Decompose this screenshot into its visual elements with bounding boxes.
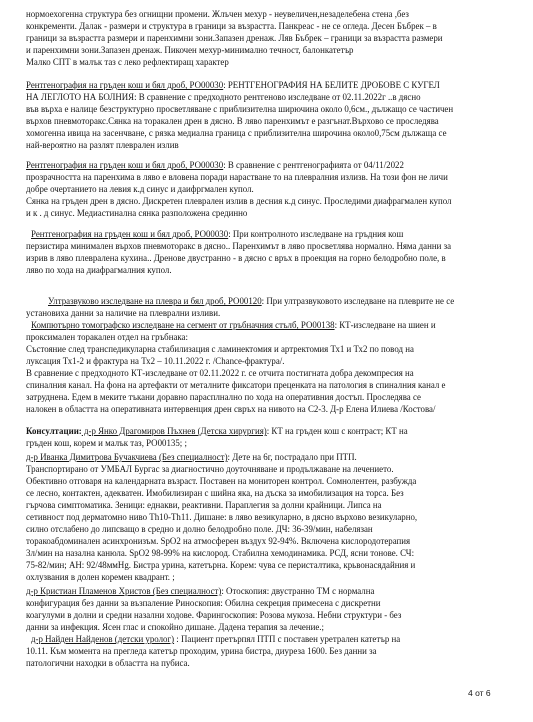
text-line: хомогенна ивица на засенчване, с рязка медиална граница с приблизителна широчина около0,75см дължаща се [26,128,447,138]
text-line: Състояние след транспедикуларна стабилизация с ламинектомия и артректомия Тх1 и Тх2 по повод на [26,344,414,354]
text-line: перзистира минимален върхов пневмоторакс в дясно.. Паренхимът в ляво просветлява нормално. Няма данни за [26,241,452,251]
section-heading-line: Ултразвуково изследване на плевра и бял дроб, РО00120: При ултразвуковото изследване на плеврите не се [48,296,455,306]
text-line: 75-82/мин; АН: 92/48ммHg. Бистра урина, катетърна. Корем: чува се перисталтика, крьвонасядайния и [26,560,416,570]
text-line: сетивност под дерматомно ниво Тh10-Th11. Дишане: в ляво везикуларно, в дясно върхово везикуларно, [26,512,418,522]
section-heading-line: Рентгенография на гръден кош и бял дроб, РО00030: При контролното изследване на гръдния кош [31,229,404,239]
text-line: гръден кош, корем и малък таз, РО00135; ; [26,438,187,448]
text-line: охлузвания в долен коремен квадрант. ; [26,572,175,582]
underlined-heading: Рентгенография на гръден кош и бял дроб, РО00030 [31,229,229,239]
text-line: най-вероятно на разлят плеврален излив [26,140,179,150]
text-line: 10.11. Към момента на прегледа катетър проходим, урина бистра, диуреза 1600. Без данни за [26,646,377,656]
text-line: НА ЛЕГЛОТО НА БОЛНИЯ: В сравнение с предходното рентгеново изследване от 02.11.2022г ..в дясно [26,92,421,102]
text-line: данни за инфекция. Ясен глас и спокойно дишане. Дадена терапия за лечение.; [26,622,324,632]
text-line: и к . д синус. Медиастинална сянка разположена срединно [26,208,248,218]
page-number: 4 от 6 [468,688,491,698]
text-line: се лесно, контактен, адекватен. Имобилизиран с шийна яка, на дъска за имобилизация на торса. Без [26,488,404,498]
text-line: Малко СПТ в малък таз с леко рефлектиращ характер [26,57,229,67]
consultations-label: Консултации: [26,426,82,436]
section-heading-line: Компютърно томографско изследване на сегмент от гръбначния стълб, РО00138: КТ-изследване на шиен и [31,320,436,330]
underlined-heading: Компютърно томографско изследване на сегмент от гръбначния стълб, РО00138 [31,320,335,330]
consultant-line: д-р Найден Найденов (детски уролог) : Пациент претърпял ПТП с поставен уретрален катетър на [31,634,401,644]
text-line: изрив в ляво плевралена кухина.. Дренове двустранно - в дясно с връх в проекция на горно белодробно поле, в [26,253,446,263]
text-line: и паренхимни зони.Запазен дренаж. Пикочен мехур-минимално течност, балонкатетър [26,45,354,55]
text-line: Транспортирано от УМБАЛ Бургас за диагностично доуточняване и продължаване на лечението. [26,464,394,474]
text-line: Обективно отговаря на календарната възраст. Поставен на мониторен контрол. Сомнолентен, разбужда [26,476,417,486]
text-line: 3л/мин на назална канюла. SpO2 98-99% на кислород. Стабилна хемодинамика. РСД, ясни тонове. СЧ: [26,548,415,558]
text-line: прозрачността на паренхима в ляво е вловена поради нарастване то на плевралния излизв. На този фон не личи [26,172,448,182]
text-line: граници за възрастта размери и паренхимни зони.Запазен дренаж. Ляв Бъбрек – граници за възрастта размери [26,33,443,43]
text-line: конфигурация без данни за възпаление Риноскопия: Обилна секреция примесена с дискретни [26,598,381,608]
section-heading-line: Рентгенография на гръден кош и бял дроб, РО00030: В сравнение с рентгенографията от 04/11/2022 [26,160,404,170]
text-line: гърчова симптоматика. Зеници: еднакви, реактивни. Параплегия за долни крайници. Липса на [26,500,382,510]
text-line: затруднена. Едем в меките тъкани доравно парасплнално по хода на оперативния достъп. Проследява се [26,392,421,402]
text-line: силно отслабено до липсващо в средно и долно белодробно поле. ДЧ: 36-39/мин, набелязан [26,524,373,534]
text-line: конкременти. Далак - размери и структура в граници за възрастта. Панкреас - не се огледа. Десен Бъбрек – в [26,21,437,31]
text-line: нормоехогенна структура без огнищни промени. Жлъчен мехур - неувеличен,незаделебена стена ,без [26,9,409,19]
underlined-heading: д-р Найден Найденов (детски уролог) [31,634,175,644]
consultant-line: д-р Иванка Димитрова Бучакчиева (Без специалност): Дете на 6г, пострадало при ПТП. [26,452,357,462]
text-line: проксимален торакален отдел на гръбнака: [26,332,188,342]
text-line: В сравнение с предходното КТ-изследване от 02.11.2022 г. се отчита постигната добра декомпресия на [26,368,414,378]
text-line: ляво по хода на диафрагмалния купол. [26,265,172,275]
underlined-heading: д-р Иванка Димитрова Бучакчиева (Без специалност) [26,452,228,462]
text-line: върхов пневмоторакс.Сянка на торакален дрен в дясно. В ляво паренхимът е разгънат.Върхово се проследява [26,116,439,126]
consultations-heading-line [26,426,509,436]
text-line: добре очертанието на левия к.д синус и даифргмален купол. [26,184,254,194]
text-line: Сянка на гръден дрен в дясно. Дискретен плеврален излив в десния к.д синус. Проследими диафрагмален купол [26,196,452,206]
text-line: във върха е налице безструктурно просветляване с приблизителна ширючина около 0,6см., дължащо се частичен [26,104,454,114]
text-line: спиналния канал. На фона на артефакти от металните фиксатори преценката на патология в спиналния канал е [26,380,446,390]
consultation-text: : КТ на гръден кош с контраст; КТ на [266,426,408,436]
text-line: коагулуми в долни и средни назални ходове. Фарингоскопия: Розова мукоза. Небни структури - без [26,610,402,620]
text-line: установиха данни за наличие на плеврални изливи. [26,308,221,318]
consultant-line: д-р Кристиан Пламенов Христов (Без специалност): Отоскопия: двустранно ТМ с нормална [26,586,375,596]
underlined-heading: Ултразвуково изследване на плевра и бял дроб, РО00120 [48,296,262,306]
underlined-heading: д-р Янко Драгомиров Пъхнев (Детска хирургия) [81,426,267,436]
underlined-heading: Рентгенография на гръден кош и бял дроб, РО00030 [26,80,224,90]
text-line: торакоабдоминален асинхронизъм. SpO2 на атмосферен въздух 92-94%. Включена кислородотерапия [26,536,411,546]
underlined-heading: д-р Кристиан Пламенов Христов (Без специалност) [26,586,222,596]
text-line: налокен в областта на оперативната интервенция дрен свръх на нивото на С2-3. Д-р Елена Илиева /Костова/ [26,404,436,414]
section-heading-line: Рентгенография на гръден кош и бял дроб, РО00030: РЕНТГЕНОГРАФИЯ НА БЕЛИТЕ ДРОБОВЕ С КУГЕЛ [26,80,440,90]
text-line: луксация Тх1-2 и фрактура на Тх2 – 10.11.2022 г. /Chance-фрактура/. [26,356,285,366]
text-line: патологични находки в областта на пубиса. [26,658,190,668]
underlined-heading: Рентгенография на гръден кош и бял дроб, РО00030 [26,160,224,170]
